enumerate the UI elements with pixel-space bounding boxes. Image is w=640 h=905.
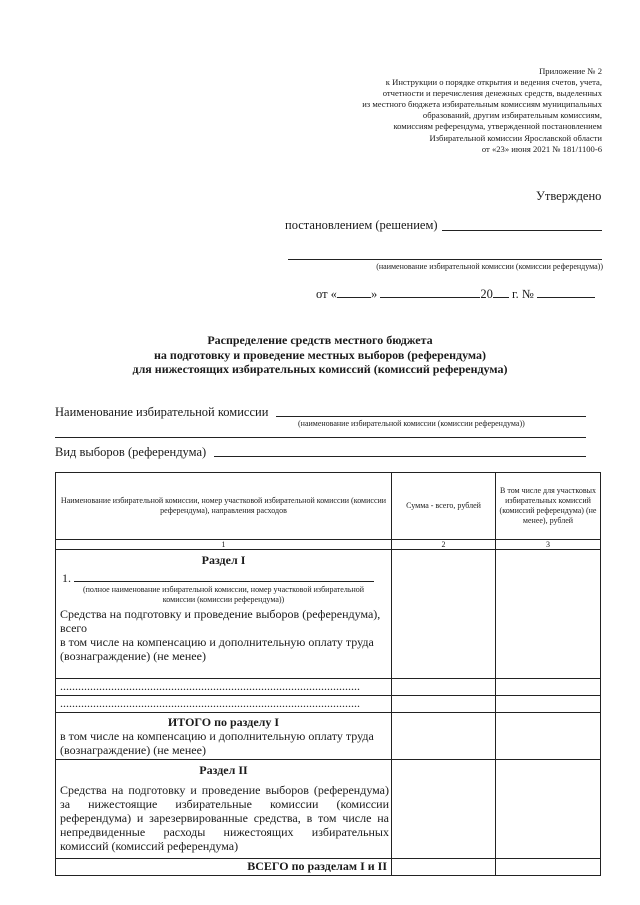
- header-name: Наименование избирательной комиссии, номер участковой избирательной комиссии (комиссии референдума), направления расходов: [56, 473, 392, 540]
- total1-cell: [56, 713, 392, 760]
- decree-label: постановлением (решением): [285, 218, 438, 232]
- amount-cell[interactable]: [392, 679, 496, 696]
- amount-cell[interactable]: [392, 713, 496, 760]
- header-including: В том числе для участковых избирательных комиссий (комиссий референдума) (не менее), рублей: [496, 473, 601, 540]
- section1-incl: в том числе на компенсацию и дополнительную оплату труда (вознаграждение) (не менее): [60, 635, 374, 663]
- commission-caption: (наименование избирательной комиссии (комиссии референдума)): [376, 262, 603, 271]
- table-row: [56, 713, 601, 760]
- document-title: [0, 333, 640, 377]
- commission-name-line-2[interactable]: [55, 437, 586, 438]
- election-type-label: Вид выборов (референдума): [55, 445, 207, 459]
- section2-title: Раздел II: [199, 763, 248, 777]
- election-type-line[interactable]: [214, 456, 586, 457]
- table-row: [56, 760, 601, 859]
- amount-cell[interactable]: [496, 679, 601, 696]
- title-line: для нижестоящих избирательных комиссий (комиссий референдума): [132, 362, 508, 376]
- commission-name-line[interactable]: [276, 416, 586, 417]
- amount-cell[interactable]: [392, 760, 496, 859]
- year-prefix: 20: [480, 287, 493, 301]
- item-caption: (полное наименование избирательной комиссии, номер участковой избирательной комиссии (комиссии референдума)): [82, 585, 365, 604]
- appendix-note: [302, 66, 602, 155]
- total1-title: ИТОГО по разделу I: [167, 715, 280, 729]
- distribution-table: [55, 472, 601, 876]
- appendix-line: Избирательной комиссии Ярославской области: [429, 132, 602, 143]
- year-blank[interactable]: [493, 297, 509, 298]
- section1-cell: [56, 550, 392, 679]
- appendix-line: образований, другим избирательным комиссиям,: [422, 110, 602, 121]
- table-header-row: [56, 473, 601, 540]
- date-quote: »: [370, 287, 378, 301]
- amount-cell[interactable]: [392, 696, 496, 713]
- table-row: [56, 550, 601, 679]
- grand-total-label: ВСЕГО по разделам I и II: [56, 859, 392, 876]
- table-number-row: [56, 540, 601, 550]
- decree-blank-line[interactable]: [442, 230, 602, 231]
- date-from: от «: [316, 287, 337, 301]
- item-row: [56, 567, 391, 585]
- date-g: г. №: [511, 287, 534, 301]
- table-row: [56, 696, 601, 713]
- item-name-blank[interactable]: [74, 581, 374, 582]
- month-blank[interactable]: [380, 297, 480, 298]
- decree-date-row: [316, 287, 595, 302]
- col-number: 3: [496, 540, 601, 550]
- dots-row: ....................................................................................................: [56, 696, 392, 713]
- section1-title: Раздел I: [201, 553, 246, 567]
- appendix-line: к Инструкции о порядке открытия и ведения счетов, учета,: [385, 77, 602, 88]
- amount-cell[interactable]: [496, 713, 601, 760]
- section2-cell: [56, 760, 392, 859]
- commission-blank-line[interactable]: [288, 259, 602, 260]
- amount-cell[interactable]: [392, 859, 496, 876]
- appendix-line: отчетности и перечисления денежных средств, выделенных: [382, 88, 602, 99]
- amount-cell[interactable]: [392, 550, 496, 679]
- col-number: 2: [392, 540, 496, 550]
- commission-name-caption: (наименование избирательной комиссии (комиссии референдума)): [298, 419, 525, 428]
- section2-text: Средства на подготовку и проведение выборов (референдума) за нижестоящие избирательные комиссии (комиссии референдума) и зарезервированные средства, в том числе на непредвиденные расходы нижестоящих избирательных комиссий (комиссий референдума): [60, 783, 389, 853]
- title-line: Распределение средств местного бюджета: [207, 333, 433, 347]
- appendix-line: комиссиям референдума, утвержденной постановлением: [393, 121, 602, 132]
- dots-row: ....................................................................................................: [56, 679, 392, 696]
- amount-cell[interactable]: [496, 696, 601, 713]
- item-number: 1.: [62, 571, 71, 585]
- appendix-line: от «23» июня 2021 № 181/1100-6: [481, 143, 602, 154]
- day-blank[interactable]: [337, 297, 371, 298]
- number-blank[interactable]: [537, 297, 595, 298]
- amount-cell[interactable]: [496, 859, 601, 876]
- table-row: [56, 859, 601, 876]
- total1-incl: в том числе на компенсацию и дополнительную оплату труда (вознаграждение) (не менее): [60, 729, 374, 757]
- col-number: 1: [56, 540, 392, 550]
- title-line: на подготовку и проведение местных выборов (референдума): [154, 347, 486, 362]
- table-row: [56, 679, 601, 696]
- appendix-line: из местного бюджета избирательным комиссиям муниципальных: [362, 99, 602, 110]
- header-sum: Сумма - всего, рублей: [392, 473, 496, 540]
- amount-cell[interactable]: [496, 760, 601, 859]
- approved-label: Утверждено: [536, 189, 602, 203]
- appendix-line: Приложение № 2: [539, 66, 602, 76]
- amount-cell[interactable]: [496, 550, 601, 679]
- commission-name-label: Наименование избирательной комиссии: [55, 405, 269, 419]
- section1-funds: Средства на подготовку и проведение выборов (референдума), всего: [60, 607, 381, 635]
